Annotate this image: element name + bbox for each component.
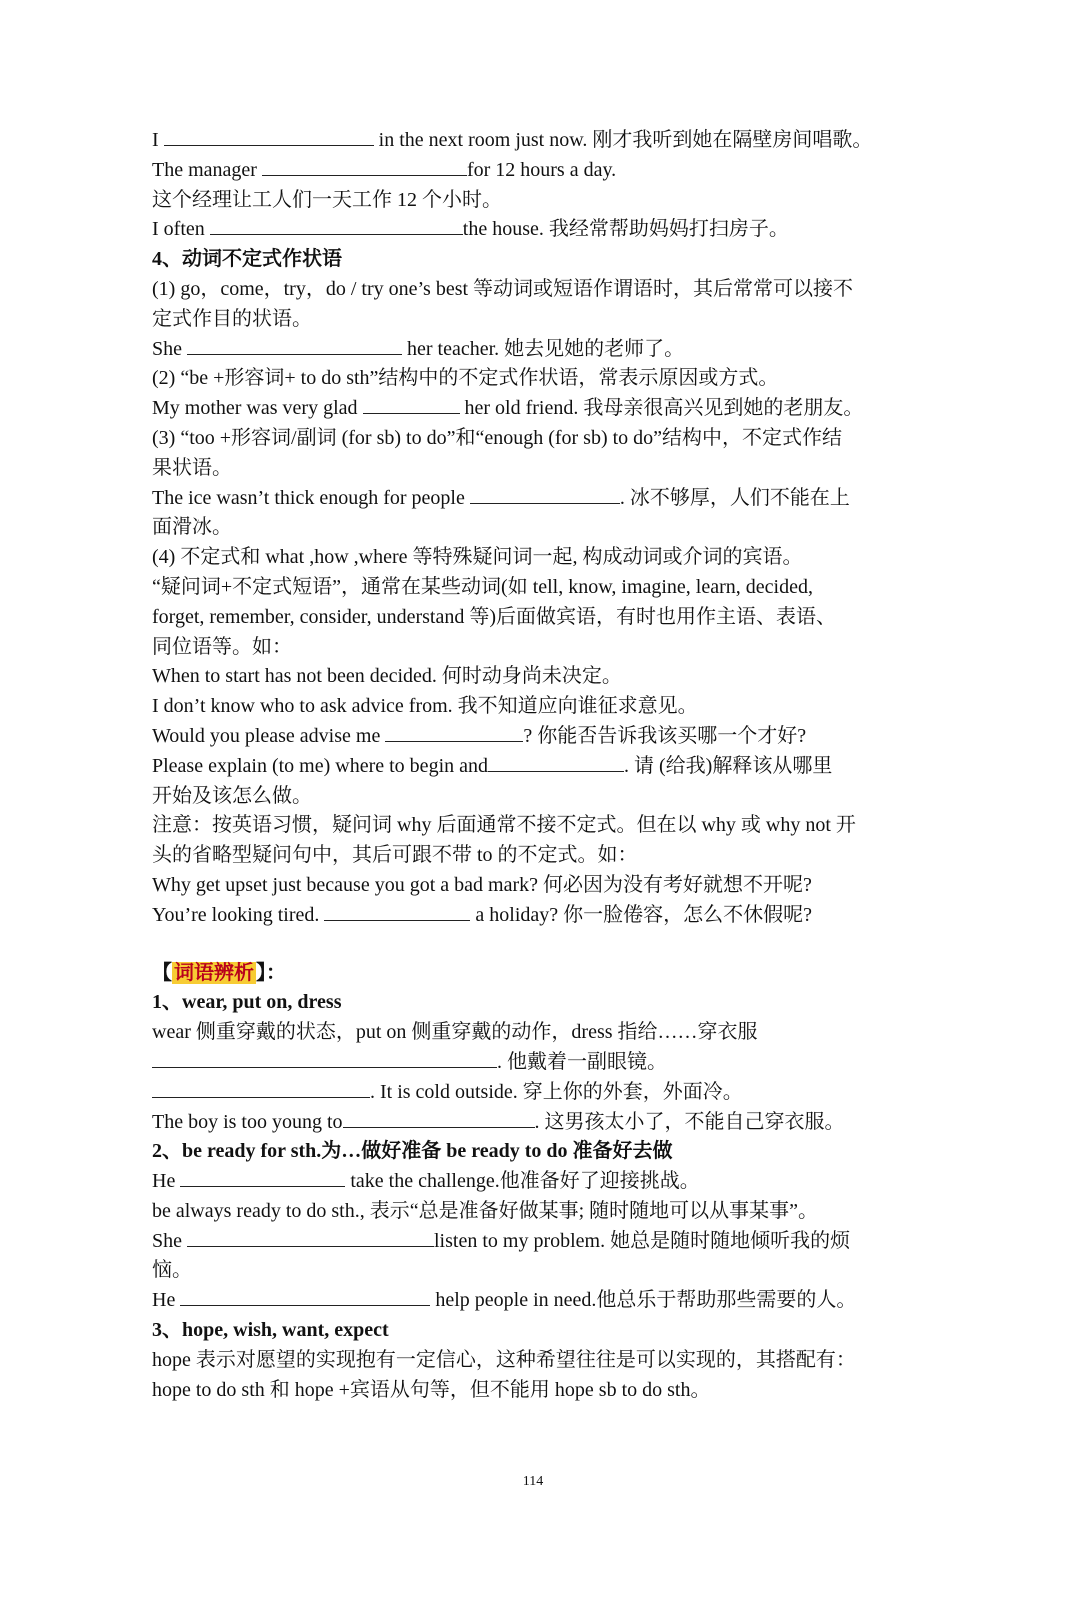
text-line [152, 454, 912, 484]
text-line [152, 1286, 912, 1316]
text-line [152, 1078, 912, 1108]
text-line [152, 1108, 912, 1138]
text-run: take the challenge.他准备好了迎接挑战。 [345, 1170, 700, 1193]
text-run: When to start has not been decided. 何时动身尚未决定。 [152, 665, 622, 688]
text-line [152, 1376, 912, 1406]
text-run: 头的省略型疑问句中，其后可跟不带 to 的不定式。如： [152, 844, 638, 867]
text-line [152, 1048, 912, 1078]
text-run: Why get upset just because you got a bad mark? 何必因为没有考好就想不开呢? [152, 873, 812, 896]
text-line [152, 335, 912, 365]
fill-in-blank [180, 1288, 430, 1306]
section-heading [152, 1316, 912, 1346]
text-line [152, 1167, 912, 1197]
text-run: “疑问词+不定式短语”，通常在某些动词(如 tell, know, imagine, learn, decided, [152, 575, 813, 598]
section-heading [152, 245, 912, 275]
text-run: . 这男孩太小了，不能自己穿衣服。 [534, 1110, 845, 1133]
text-run: . 他戴着一副眼镜。 [497, 1050, 667, 1073]
fill-in-blank [210, 217, 463, 235]
text-line [152, 394, 912, 424]
text-line [152, 186, 912, 216]
text-run: 恼。 [152, 1259, 192, 1282]
text-run: I [152, 129, 164, 151]
text-run: . 请 (给我)解释该从哪里 [624, 754, 833, 777]
text-run: wear 侧重穿戴的状态，put on 侧重穿戴的动作，dress 指给……穿衣服 [152, 1021, 758, 1044]
text-run: 这个经理让工人们一天工作 12 个小时。 [152, 188, 502, 211]
text-line [152, 484, 912, 514]
text-run: hope to do sth 和 hope +宾语从句等，但不能用 hope sb to do sth。 [152, 1378, 711, 1401]
document-body [152, 126, 912, 1405]
text-run: in the next room just now. 刚才我听到她在隔壁房间唱歌。 [373, 129, 873, 151]
text-run: (1) go，come，try，do / try one’s best 等动词或短语作谓语时，其后常常可以接不 [152, 277, 854, 300]
fill-in-blank [488, 754, 624, 772]
text-line [152, 752, 912, 782]
text-run: My mother was very glad [152, 397, 363, 420]
text-line [152, 1256, 912, 1286]
highlighted-heading: 词语辨析 [174, 961, 254, 984]
text-run: a holiday? 你一脸倦容，怎么不休假呢? [470, 903, 813, 926]
text-run: He [152, 1289, 181, 1312]
text-run: . 冰不够厚，人们不能在上 [619, 486, 850, 509]
text-run: 果状语。 [152, 456, 232, 479]
text-run: her old friend. 我母亲很高兴见到她的老朋友。 [459, 397, 864, 420]
text-run: You’re looking tired. [152, 903, 325, 926]
fill-in-blank [470, 486, 620, 504]
fill-in-blank [324, 903, 470, 921]
text-line [152, 603, 912, 633]
text-line [152, 1346, 912, 1376]
text-line [152, 871, 912, 901]
text-line [152, 126, 912, 156]
text-line [152, 692, 912, 722]
text-line [152, 782, 912, 812]
text-run: 定式作目的状语。 [152, 307, 312, 330]
section-spacer [152, 931, 912, 959]
fill-in-blank [187, 1229, 434, 1247]
fill-in-blank [152, 1080, 370, 1098]
text-line [152, 156, 912, 186]
text-line [152, 901, 912, 931]
fill-in-blank [363, 396, 460, 414]
text-line [152, 573, 912, 603]
text-run: 注意：按英语习惯，疑问词 why 后面通常不接不定式。但在以 why 或 why not 开 [152, 814, 856, 837]
section-heading [152, 959, 912, 989]
text-run: I don’t know who to ask advice from. 我不知道应向谁征求意见。 [152, 695, 698, 718]
text-line [152, 543, 912, 573]
text-run: help people in need.他总乐于帮助那些需要的人。 [430, 1289, 857, 1312]
text-run: . It is cold outside. 穿上你的外套，外面冷。 [370, 1080, 743, 1103]
text-run: (4) 不定式和 what ,how ,where 等特殊疑问词一起, 构成动词或介词的宾语。 [152, 546, 803, 569]
section-heading [152, 988, 912, 1018]
fill-in-blank [152, 1050, 497, 1068]
text-run: 开始及该怎么做。 [152, 784, 312, 807]
text-run: be always ready to do sth., 表示“总是准备好做某事; 随时随地可以从事某事”。 [152, 1199, 819, 1222]
fill-in-blank [180, 1169, 345, 1187]
text-run: 4、动词不定式作状语 [152, 248, 342, 271]
fill-in-blank [164, 128, 374, 146]
text-run: 【 [152, 961, 172, 984]
text-run: 3、hope, wish, want, expect [152, 1319, 389, 1342]
text-line [152, 1227, 912, 1257]
text-line [152, 364, 912, 394]
text-line [152, 811, 912, 841]
text-run: She [152, 1229, 187, 1252]
text-line [152, 662, 912, 692]
text-run: (2) “be +形容词+ to do sth”结构中的不定式作状语，常表示原因或方式。 [152, 367, 779, 390]
text-line [152, 424, 912, 454]
text-run: Would you please advise me [152, 724, 386, 747]
fill-in-blank [385, 724, 523, 742]
text-line [152, 215, 912, 245]
text-run: She [152, 337, 187, 360]
text-run: 同位语等。如： [152, 635, 292, 658]
fill-in-blank [187, 337, 402, 355]
text-run: The ice wasn’t thick enough for people [152, 486, 470, 509]
fill-in-blank [262, 158, 467, 176]
fill-in-blank [343, 1110, 535, 1128]
text-run: The boy is too young to [152, 1110, 343, 1133]
text-line [152, 633, 912, 663]
text-run: ? 你能否告诉我该买哪一个才好? [523, 724, 807, 747]
text-line [152, 722, 912, 752]
text-line [152, 1197, 912, 1227]
text-run: (3) “too +形容词/副词 (for sb) to do”和“enough (for sb) to do”结构中，不定式作结 [152, 426, 843, 449]
text-run: He [152, 1170, 181, 1193]
text-run: her teacher. 她去见她的老师了。 [402, 337, 685, 360]
text-run: the house. 我经常帮助妈妈打扫房子。 [462, 218, 789, 241]
text-line [152, 513, 912, 543]
text-run: 】： [256, 961, 286, 984]
text-run: 1、wear, put on, dress [152, 991, 342, 1014]
text-run: hope 表示对愿望的实现抱有一定信心，这种希望往往是可以实现的，其搭配有： [152, 1348, 856, 1371]
section-heading [152, 1137, 912, 1167]
text-run: listen to my problem. 她总是随时随地倾听我的烦 [434, 1229, 851, 1252]
text-run: I often [152, 218, 210, 241]
text-run: Please explain (to me) where to begin and [152, 754, 488, 777]
text-run: 2、be ready for sth.为…做好准备 be ready to do 准备好去做 [152, 1140, 673, 1163]
text-line [152, 841, 912, 871]
text-line [152, 275, 912, 305]
text-line [152, 305, 912, 335]
text-run: forget, remember, consider, understand 等)后面做宾语，有时也用作主语、表语、 [152, 605, 837, 628]
text-run: 面滑冰。 [152, 516, 232, 539]
text-line [152, 1018, 912, 1048]
text-run: for 12 hours a day. [466, 158, 617, 181]
text-run: The manager [152, 158, 262, 181]
page-number: 114 [522, 1474, 544, 1489]
